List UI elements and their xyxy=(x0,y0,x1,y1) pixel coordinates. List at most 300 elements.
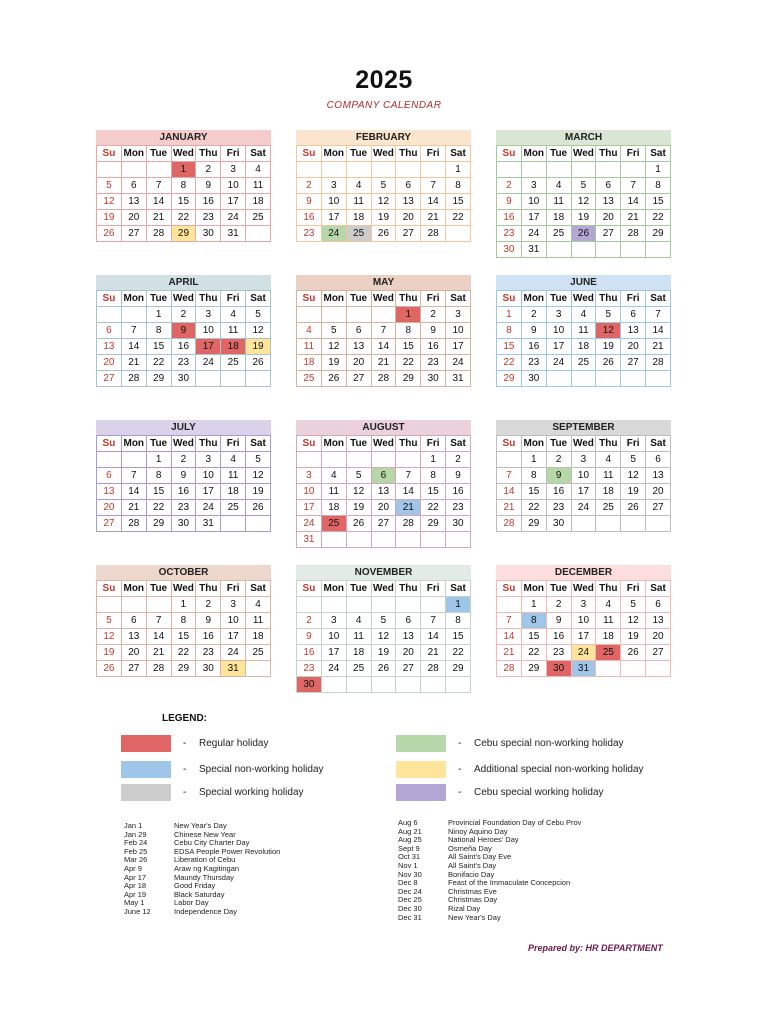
day-cell: 22 xyxy=(646,210,671,226)
holiday-name: Labor Day xyxy=(174,898,209,908)
day-cell: 30 xyxy=(297,677,322,693)
empty-cell xyxy=(321,677,346,693)
day-cell: 23 xyxy=(171,500,196,516)
empty-cell xyxy=(371,597,396,613)
day-cell: 30 xyxy=(546,516,571,532)
day-cell: 25 xyxy=(246,645,271,661)
weekday-label: Mon xyxy=(121,581,146,597)
day-cell: 25 xyxy=(346,226,371,242)
day-cell: 4 xyxy=(546,178,571,194)
day-cell: 2 xyxy=(497,178,522,194)
weekday-label: Sat xyxy=(446,146,471,162)
day-cell: 28 xyxy=(146,661,171,677)
day-cell: 21 xyxy=(621,210,646,226)
holiday-date: Apr 17 xyxy=(124,872,147,882)
empty-cell xyxy=(621,661,646,677)
day-cell: 1 xyxy=(146,307,171,323)
empty-cell xyxy=(146,597,171,613)
weekday-label: Su xyxy=(497,146,522,162)
day-cell: 6 xyxy=(97,323,122,339)
empty-cell xyxy=(246,661,271,677)
day-cell: 18 xyxy=(571,339,596,355)
day-cell: 23 xyxy=(171,355,196,371)
day-cell: 20 xyxy=(371,500,396,516)
day-cell: 3 xyxy=(321,613,346,629)
empty-cell xyxy=(371,307,396,323)
holiday-name: Independence Day xyxy=(174,906,237,916)
day-cell: 2 xyxy=(446,452,471,468)
day-cell: 13 xyxy=(371,484,396,500)
empty-cell xyxy=(421,532,446,548)
empty-cell xyxy=(146,162,171,178)
day-cell: 28 xyxy=(146,226,171,242)
day-cell: 14 xyxy=(371,339,396,355)
weekday-label: Tue xyxy=(546,146,571,162)
holiday-name: Black Saturday xyxy=(174,889,225,899)
month-header: NOVEMBER xyxy=(296,565,471,580)
day-cell: 9 xyxy=(521,323,546,339)
day-cell: 30 xyxy=(546,661,571,677)
holiday-name: Rizal Day xyxy=(448,903,481,913)
empty-cell xyxy=(97,597,122,613)
holiday-date: Dec 31 xyxy=(398,912,422,922)
holiday-entry xyxy=(398,896,581,905)
holiday-date: Jan 29 xyxy=(124,829,147,839)
day-cell: 1 xyxy=(146,452,171,468)
day-cell: 18 xyxy=(321,500,346,516)
day-cell: 7 xyxy=(121,468,146,484)
day-cell: 30 xyxy=(421,371,446,387)
day-cell: 9 xyxy=(196,613,221,629)
day-cell: 24 xyxy=(297,516,322,532)
empty-cell xyxy=(121,452,146,468)
weekday-label: Sat xyxy=(446,436,471,452)
holiday-name: Ninoy Aquino Day xyxy=(448,826,508,836)
day-cell: 29 xyxy=(171,661,196,677)
day-cell: 6 xyxy=(396,178,421,194)
day-cell: 27 xyxy=(646,500,671,516)
empty-cell xyxy=(646,371,671,387)
weekday-label: Su xyxy=(297,146,322,162)
empty-cell xyxy=(321,162,346,178)
weekday-label: Thu xyxy=(396,146,421,162)
day-cell: 3 xyxy=(196,452,221,468)
day-cell: 29 xyxy=(521,516,546,532)
day-cell: 21 xyxy=(121,500,146,516)
empty-cell xyxy=(571,162,596,178)
weekday-label: Thu xyxy=(196,436,221,452)
day-cell: 9 xyxy=(171,468,196,484)
weekday-label: Mon xyxy=(121,291,146,307)
day-cell: 5 xyxy=(321,323,346,339)
empty-cell xyxy=(621,516,646,532)
empty-cell xyxy=(321,452,346,468)
day-cell: 27 xyxy=(396,226,421,242)
day-cell: 17 xyxy=(446,339,471,355)
weekday-label: Tue xyxy=(146,291,171,307)
day-cell: 31 xyxy=(297,532,322,548)
day-cell: 21 xyxy=(421,210,446,226)
legend-label: Cebu special non-working holiday xyxy=(474,738,624,749)
prepared-by: Prepared by: HR DEPARTMENT xyxy=(528,943,663,953)
empty-cell xyxy=(546,242,571,258)
day-cell: 4 xyxy=(221,452,246,468)
day-cell: 4 xyxy=(297,323,322,339)
day-cell: 30 xyxy=(171,371,196,387)
day-cell: 23 xyxy=(421,355,446,371)
day-cell: 10 xyxy=(196,323,221,339)
day-cell: 12 xyxy=(621,468,646,484)
day-cell: 14 xyxy=(421,629,446,645)
day-cell: 2 xyxy=(171,452,196,468)
empty-cell xyxy=(497,452,522,468)
month-may xyxy=(296,275,471,387)
day-cell: 4 xyxy=(246,162,271,178)
day-cell: 6 xyxy=(396,613,421,629)
day-cell: 10 xyxy=(221,613,246,629)
holiday-date: Jan 1 xyxy=(124,821,143,830)
day-cell: 22 xyxy=(396,355,421,371)
weekday-label: Wed xyxy=(171,581,196,597)
weekday-label: Thu xyxy=(196,291,221,307)
day-cell: 10 xyxy=(221,178,246,194)
holiday-name: Provincial Foundation Day of Cebu Prov xyxy=(448,818,582,827)
day-cell: 11 xyxy=(346,194,371,210)
day-cell: 15 xyxy=(421,484,446,500)
weekday-label: Wed xyxy=(371,581,396,597)
month-header: JUNE xyxy=(496,275,671,290)
day-cell: 31 xyxy=(221,226,246,242)
day-cell: 9 xyxy=(497,194,522,210)
holiday-name: Bonifacio Day xyxy=(448,869,495,879)
day-cell: 8 xyxy=(497,323,522,339)
day-cell: 31 xyxy=(196,516,221,532)
holiday-entry xyxy=(398,914,581,923)
day-cell: 25 xyxy=(596,645,621,661)
day-cell: 24 xyxy=(221,645,246,661)
month-november xyxy=(296,565,471,693)
day-cell: 1 xyxy=(446,597,471,613)
empty-cell xyxy=(121,307,146,323)
day-cell: 14 xyxy=(396,484,421,500)
weekday-label: Fri xyxy=(221,581,246,597)
weekday-label: Mon xyxy=(521,291,546,307)
empty-cell xyxy=(596,242,621,258)
day-cell: 23 xyxy=(297,226,322,242)
empty-cell xyxy=(621,242,646,258)
empty-cell xyxy=(321,532,346,548)
weekday-label: Su xyxy=(297,436,322,452)
day-cell: 8 xyxy=(146,323,171,339)
day-cell: 4 xyxy=(571,307,596,323)
month-august xyxy=(296,420,471,548)
day-cell: 31 xyxy=(521,242,546,258)
day-cell: 11 xyxy=(321,484,346,500)
day-cell: 28 xyxy=(121,371,146,387)
day-cell: 28 xyxy=(497,516,522,532)
weekday-label: Mon xyxy=(521,436,546,452)
day-cell: 16 xyxy=(171,484,196,500)
holiday-date: June 12 xyxy=(124,906,151,916)
day-cell: 19 xyxy=(596,339,621,355)
holiday-date: Aug 6 xyxy=(398,818,418,827)
empty-cell xyxy=(121,162,146,178)
day-cell: 31 xyxy=(221,661,246,677)
holiday-date: Apr 9 xyxy=(124,863,142,873)
day-cell: 24 xyxy=(196,500,221,516)
day-cell: 23 xyxy=(196,645,221,661)
day-cell: 13 xyxy=(121,194,146,210)
weekday-label: Thu xyxy=(596,146,621,162)
year-title: 2025 xyxy=(355,66,413,94)
day-cell: 6 xyxy=(646,452,671,468)
day-cell: 20 xyxy=(396,645,421,661)
day-cell: 4 xyxy=(321,468,346,484)
day-cell: 8 xyxy=(646,178,671,194)
day-cell: 2 xyxy=(421,307,446,323)
day-cell: 17 xyxy=(196,484,221,500)
weekday-label: Mon xyxy=(321,436,346,452)
weekday-label: Wed xyxy=(571,581,596,597)
holiday-name: All Saint's Day Eve xyxy=(448,852,512,862)
holiday-name: Good Friday xyxy=(174,881,216,891)
empty-cell xyxy=(297,307,322,323)
day-cell: 8 xyxy=(396,323,421,339)
day-cell: 11 xyxy=(596,468,621,484)
day-cell: 24 xyxy=(446,355,471,371)
day-cell: 17 xyxy=(297,500,322,516)
weekday-label: Su xyxy=(497,436,522,452)
empty-cell xyxy=(97,307,122,323)
weekday-label: Wed xyxy=(171,291,196,307)
holiday-name: Christmas Eve xyxy=(448,886,497,896)
weekday-label: Tue xyxy=(346,581,371,597)
weekday-label: Sat xyxy=(646,436,671,452)
day-cell: 19 xyxy=(246,484,271,500)
day-cell: 3 xyxy=(221,162,246,178)
holiday-name: Maundy Thursday xyxy=(174,872,234,882)
legend-dash: - xyxy=(183,764,187,775)
day-cell: 17 xyxy=(571,629,596,645)
holiday-date: May 1 xyxy=(124,898,145,908)
weekday-label: Wed xyxy=(571,291,596,307)
weekday-label: Tue xyxy=(346,291,371,307)
day-cell: 28 xyxy=(421,661,446,677)
day-cell: 3 xyxy=(571,597,596,613)
day-cell: 11 xyxy=(297,339,322,355)
day-cell: 15 xyxy=(171,194,196,210)
empty-cell xyxy=(97,162,122,178)
day-cell: 15 xyxy=(446,629,471,645)
day-cell: 21 xyxy=(146,645,171,661)
day-cell: 14 xyxy=(621,194,646,210)
day-cell: 2 xyxy=(297,613,322,629)
holiday-name: Liberation of Cebu xyxy=(174,855,236,865)
weekday-label: Mon xyxy=(121,436,146,452)
legend-swatch xyxy=(396,735,446,752)
weekday-label: Sat xyxy=(646,291,671,307)
day-cell: 17 xyxy=(521,210,546,226)
weekday-label: Su xyxy=(497,581,522,597)
day-cell: 23 xyxy=(446,500,471,516)
day-cell: 29 xyxy=(421,516,446,532)
day-cell: 26 xyxy=(621,645,646,661)
holiday-name: Cebu City Charter Day xyxy=(174,838,250,848)
holiday-name: Araw ng Kagitingan xyxy=(174,863,240,873)
day-cell: 22 xyxy=(446,210,471,226)
empty-cell xyxy=(371,452,396,468)
day-cell: 17 xyxy=(321,645,346,661)
day-cell: 1 xyxy=(446,162,471,178)
legend-swatch xyxy=(396,784,446,801)
day-cell: 1 xyxy=(521,452,546,468)
day-cell: 28 xyxy=(646,355,671,371)
holiday-name: EDSA People Power Revolution xyxy=(174,846,281,856)
empty-cell xyxy=(596,371,621,387)
legend-dash: - xyxy=(183,738,187,749)
day-cell: 23 xyxy=(546,645,571,661)
day-cell: 12 xyxy=(596,323,621,339)
day-cell: 1 xyxy=(421,452,446,468)
day-cell: 10 xyxy=(521,194,546,210)
empty-cell xyxy=(646,242,671,258)
empty-cell xyxy=(346,532,371,548)
day-cell: 27 xyxy=(396,661,421,677)
day-cell: 7 xyxy=(497,613,522,629)
empty-cell xyxy=(571,516,596,532)
day-cell: 5 xyxy=(97,613,122,629)
day-cell: 1 xyxy=(497,307,522,323)
weekday-label: Tue xyxy=(346,436,371,452)
holiday-date: Apr 19 xyxy=(124,889,147,899)
empty-cell xyxy=(396,162,421,178)
day-cell: 8 xyxy=(146,468,171,484)
day-cell: 9 xyxy=(546,468,571,484)
month-header: MAY xyxy=(296,275,471,290)
day-cell: 6 xyxy=(97,468,122,484)
weekday-label: Fri xyxy=(621,291,646,307)
weekday-label: Wed xyxy=(571,436,596,452)
day-cell: 5 xyxy=(97,178,122,194)
day-cell: 20 xyxy=(621,339,646,355)
weekday-label: Fri xyxy=(221,146,246,162)
day-cell: 9 xyxy=(297,194,322,210)
day-cell: 10 xyxy=(571,468,596,484)
day-cell: 17 xyxy=(196,339,221,355)
day-cell: 27 xyxy=(97,371,122,387)
empty-cell xyxy=(221,516,246,532)
day-cell: 26 xyxy=(621,500,646,516)
day-cell: 20 xyxy=(121,210,146,226)
holiday-name: National Heroes' Day xyxy=(448,835,519,845)
day-cell: 19 xyxy=(621,484,646,500)
day-cell: 3 xyxy=(321,178,346,194)
day-cell: 14 xyxy=(421,194,446,210)
weekday-label: Su xyxy=(97,291,122,307)
empty-cell xyxy=(346,307,371,323)
day-cell: 24 xyxy=(571,645,596,661)
day-cell: 23 xyxy=(546,500,571,516)
day-cell: 12 xyxy=(246,468,271,484)
empty-cell xyxy=(371,162,396,178)
day-cell: 20 xyxy=(646,484,671,500)
weekday-label: Thu xyxy=(596,581,621,597)
day-cell: 18 xyxy=(246,194,271,210)
empty-cell xyxy=(571,242,596,258)
day-cell: 12 xyxy=(97,194,122,210)
day-cell: 7 xyxy=(146,178,171,194)
empty-cell xyxy=(646,516,671,532)
empty-cell xyxy=(97,452,122,468)
day-cell: 10 xyxy=(546,323,571,339)
day-cell: 20 xyxy=(596,210,621,226)
holiday-list-right xyxy=(398,819,581,922)
day-cell: 30 xyxy=(497,242,522,258)
calendar-subtitle: COMPANY CALENDAR xyxy=(326,100,442,111)
day-cell: 30 xyxy=(171,516,196,532)
day-cell: 9 xyxy=(196,178,221,194)
day-cell: 19 xyxy=(246,339,271,355)
month-september xyxy=(496,420,671,532)
weekday-label: Mon xyxy=(521,581,546,597)
month-header: OCTOBER xyxy=(96,565,271,580)
legend-swatch xyxy=(396,761,446,778)
legend-dash: - xyxy=(183,787,187,798)
day-cell: 26 xyxy=(246,500,271,516)
day-cell: 13 xyxy=(121,629,146,645)
day-cell: 15 xyxy=(521,484,546,500)
empty-cell xyxy=(497,162,522,178)
empty-cell xyxy=(371,677,396,693)
weekday-label: Sat xyxy=(446,291,471,307)
day-cell: 11 xyxy=(221,323,246,339)
day-cell: 27 xyxy=(596,226,621,242)
holiday-date: Dec 8 xyxy=(398,878,418,888)
day-cell: 11 xyxy=(596,613,621,629)
weekday-label: Su xyxy=(497,291,522,307)
day-cell: 24 xyxy=(321,226,346,242)
day-cell: 8 xyxy=(521,468,546,484)
day-cell: 10 xyxy=(297,484,322,500)
day-cell: 20 xyxy=(121,645,146,661)
weekday-label: Thu xyxy=(396,291,421,307)
weekday-label: Sat xyxy=(246,291,271,307)
day-cell: 5 xyxy=(346,468,371,484)
month-december xyxy=(496,565,671,677)
day-cell: 12 xyxy=(97,629,122,645)
empty-cell xyxy=(421,162,446,178)
day-cell: 7 xyxy=(497,468,522,484)
day-cell: 1 xyxy=(646,162,671,178)
day-cell: 13 xyxy=(596,194,621,210)
day-cell: 5 xyxy=(246,452,271,468)
day-cell: 6 xyxy=(596,178,621,194)
day-cell: 13 xyxy=(396,629,421,645)
weekday-label: Tue xyxy=(346,146,371,162)
day-cell: 27 xyxy=(621,355,646,371)
empty-cell xyxy=(396,452,421,468)
weekday-label: Thu xyxy=(396,436,421,452)
weekday-label: Tue xyxy=(146,146,171,162)
day-cell: 4 xyxy=(221,307,246,323)
day-cell: 8 xyxy=(521,613,546,629)
day-cell: 11 xyxy=(571,323,596,339)
day-cell: 30 xyxy=(446,516,471,532)
day-cell: 13 xyxy=(646,613,671,629)
holiday-date: Feb 24 xyxy=(124,838,148,848)
day-cell: 16 xyxy=(171,339,196,355)
day-cell: 22 xyxy=(446,645,471,661)
